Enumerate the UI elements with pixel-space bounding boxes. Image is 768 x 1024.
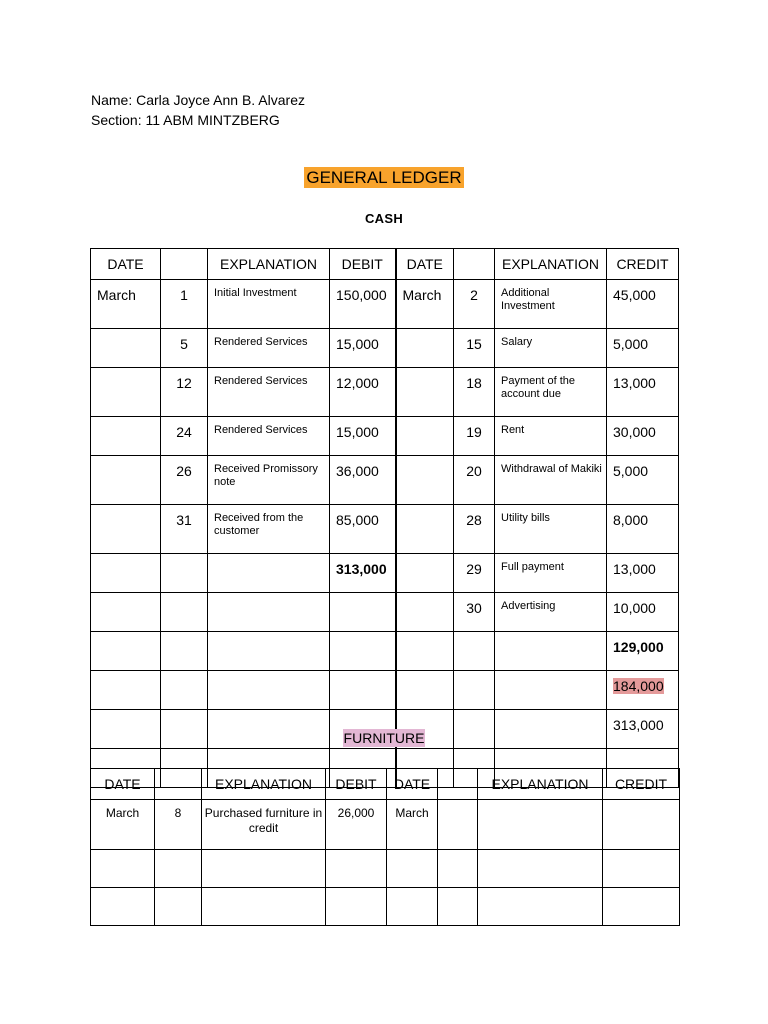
cash-cell-date-credit: [396, 671, 454, 710]
cash-cell-day-debit: 5: [161, 329, 208, 368]
cash-cell-amount-debit: [330, 593, 396, 632]
cash-cell-amount-debit: 12,000: [330, 368, 396, 417]
cash-cell-day-credit: 20: [454, 456, 495, 505]
cash-cell-amount-credit: 313,000: [607, 710, 679, 749]
cash-cell-day-debit: [161, 671, 208, 710]
furniture-cell-date-credit: March: [387, 800, 438, 850]
furniture-cell-amount-debit: [326, 850, 387, 888]
furniture-title-wrapper: [0, 730, 768, 748]
cash-cell-explanation-credit: Salary: [495, 329, 607, 368]
cash-cell-explanation-debit: Received from the customer: [208, 505, 330, 554]
furniture-header-amount-credit: CREDIT: [603, 769, 680, 800]
cash-cell-explanation-credit: Withdrawal of Makiki: [495, 456, 607, 505]
furniture-header-amount-debit: DEBIT: [326, 769, 387, 800]
cash-cell-amount-credit: 45,000: [607, 280, 679, 329]
total-amount: 129,000: [613, 639, 664, 655]
cash-cell-explanation-debit: Received Promissory note: [208, 456, 330, 505]
cash-cell-date-debit: [91, 417, 161, 456]
cash-cell-explanation-credit: [495, 671, 607, 710]
cash-cell-date-credit: [396, 554, 454, 593]
table-row: [91, 671, 679, 710]
cash-cell-day-credit: 18: [454, 368, 495, 417]
cash-cell-explanation-debit: Rendered Services: [208, 417, 330, 456]
cash-cell-date-credit: [396, 632, 454, 671]
cash-cell-explanation-debit: [208, 671, 330, 710]
cash-cell-date-debit: [91, 671, 161, 710]
total-amount: 313,000: [336, 561, 387, 577]
cash-cell-explanation-debit: [208, 632, 330, 671]
cash-cell-amount-credit: 10,000: [607, 593, 679, 632]
cash-cell-explanation-debit: [208, 593, 330, 632]
cash-header-explanation-debit: EXPLANATION: [208, 249, 330, 280]
cash-cell-date-credit: [396, 593, 454, 632]
cash-cell-date-debit: [91, 632, 161, 671]
cash-cell-amount-debit: 15,000: [330, 417, 396, 456]
cash-cell-amount-debit: 15,000: [330, 329, 396, 368]
cash-cell-amount-debit: 36,000: [330, 456, 396, 505]
cash-ledger-table: [90, 248, 679, 788]
cash-cell-date-credit: March: [396, 280, 454, 329]
furniture-ledger-table: [90, 768, 680, 926]
furniture-cell-amount-debit: [326, 888, 387, 926]
cash-cell-day-credit: [454, 632, 495, 671]
cash-cell-explanation-debit: Initial Investment: [208, 280, 330, 329]
cash-cell-date-debit: [91, 368, 161, 417]
cash-cell-explanation-credit: Utility bills: [495, 505, 607, 554]
cash-cell-explanation-credit: Rent: [495, 417, 607, 456]
cash-cell-amount-credit: [607, 632, 679, 671]
furniture-cell-day-debit: [155, 850, 202, 888]
furniture-cell-amount-credit: [603, 800, 680, 850]
furniture-header-explanation-credit: EXPLANATION: [478, 769, 603, 800]
cash-header-day-credit: [454, 249, 495, 280]
cash-cell-day-debit: 1: [161, 280, 208, 329]
balance-amount: 184,000: [613, 678, 664, 694]
cash-cell-amount-credit: 13,000: [607, 554, 679, 593]
cash-cell-day-debit: 24: [161, 417, 208, 456]
cash-cell-day-credit: 30: [454, 593, 495, 632]
cash-cell-amount-debit: [330, 554, 396, 593]
furniture-header-row: [91, 769, 680, 800]
cash-cell-day-credit: 2: [454, 280, 495, 329]
furniture-cell-day-credit: [438, 888, 478, 926]
furniture-cell-amount-credit: [603, 888, 680, 926]
cash-header-date-debit: DATE: [91, 249, 161, 280]
furniture-account-title: FURNITURE: [343, 730, 425, 746]
furniture-header-day-debit: [155, 769, 202, 800]
cash-cell-date-debit: [91, 456, 161, 505]
cash-cell-day-debit: 12: [161, 368, 208, 417]
cash-cell-day-debit: 31: [161, 505, 208, 554]
furniture-header-date-debit: DATE: [91, 769, 155, 800]
cash-cell-date-debit: [91, 593, 161, 632]
furniture-cell-explanation-credit: [478, 850, 603, 888]
furniture-cell-date-debit: [91, 888, 155, 926]
cash-cell-amount-debit: 85,000: [330, 505, 396, 554]
cash-cell-amount-credit: 30,000: [607, 417, 679, 456]
student-section: Section: 11 ABM MINTZBERG: [91, 112, 280, 128]
cash-cell-explanation-credit: Advertising: [495, 593, 607, 632]
cash-cell-amount-debit: [330, 671, 396, 710]
cash-header-day-debit: [161, 249, 208, 280]
furniture-cell-explanation-debit: [202, 888, 326, 926]
cash-cell-explanation-credit: Additional Investment: [495, 280, 607, 329]
cash-header-amount-credit: CREDIT: [607, 249, 679, 280]
cash-cell-date-credit: [396, 456, 454, 505]
furniture-cell-day-credit: [438, 850, 478, 888]
furniture-cell-date-credit: [387, 850, 438, 888]
cash-cell-date-debit: [91, 554, 161, 593]
cash-cell-amount-debit: 150,000: [330, 280, 396, 329]
cash-cell-explanation-credit: [495, 632, 607, 671]
furniture-header-day-credit: [438, 769, 478, 800]
furniture-header-explanation-debit: EXPLANATION: [202, 769, 326, 800]
cash-cell-day-debit: [161, 632, 208, 671]
cash-cell-day-debit: [161, 593, 208, 632]
cash-cell-date-debit: March: [91, 280, 161, 329]
cash-cell-day-credit: 19: [454, 417, 495, 456]
table-row: [91, 888, 680, 926]
cash-cell-amount-credit: 5,000: [607, 329, 679, 368]
title-wrapper: [0, 168, 768, 188]
cash-cell-amount-credit: 5,000: [607, 456, 679, 505]
furniture-cell-date-credit: [387, 888, 438, 926]
furniture-cell-explanation-credit: [478, 888, 603, 926]
table-row: [91, 632, 679, 671]
table-row: [91, 850, 680, 888]
furniture-cell-day-debit: [155, 888, 202, 926]
table-row: [91, 456, 679, 505]
cash-cell-explanation-credit: Full payment: [495, 554, 607, 593]
cash-account-title: CASH: [364, 211, 404, 226]
cash-cell-date-credit: [396, 368, 454, 417]
cash-cell-amount-credit: [607, 671, 679, 710]
student-name: Name: Carla Joyce Ann B. Alvarez: [91, 92, 305, 108]
cash-header-explanation-credit: EXPLANATION: [495, 249, 607, 280]
furniture-cell-day-credit: [438, 800, 478, 850]
cash-cell-date-debit: [91, 505, 161, 554]
cash-cell-day-credit: 28: [454, 505, 495, 554]
cash-cell-day-credit: 15: [454, 329, 495, 368]
furniture-cell-explanation-debit: [202, 850, 326, 888]
furniture-header-date-credit: DATE: [387, 769, 438, 800]
table-row: [91, 329, 679, 368]
table-row: [91, 593, 679, 632]
cash-cell-explanation-debit: Rendered Services: [208, 329, 330, 368]
cash-cell-date-debit: [91, 329, 161, 368]
furniture-cell-explanation-debit: Purchased furniture in credit: [202, 800, 326, 850]
furniture-cell-amount-debit: 26,000: [326, 800, 387, 850]
cash-cell-amount-debit: [330, 632, 396, 671]
cash-header-date-credit: DATE: [396, 249, 454, 280]
ledger-title: GENERAL LEDGER: [306, 168, 462, 187]
cash-cell-explanation-debit: [208, 554, 330, 593]
table-row: [91, 800, 680, 850]
furniture-cell-explanation-credit: [478, 800, 603, 850]
furniture-cell-date-debit: [91, 850, 155, 888]
table-row: [91, 368, 679, 417]
table-row: [91, 554, 679, 593]
table-row: [91, 280, 679, 329]
cash-cell-date-credit: [396, 329, 454, 368]
cash-cell-amount-credit: 13,000: [607, 368, 679, 417]
cash-cell-day-debit: [161, 554, 208, 593]
cash-cell-day-credit: 29: [454, 554, 495, 593]
cash-cell-date-credit: [396, 417, 454, 456]
cash-header-amount-debit: DEBIT: [330, 249, 396, 280]
cash-cell-day-debit: 26: [161, 456, 208, 505]
cash-cell-date-credit: [396, 505, 454, 554]
table-row: [91, 505, 679, 554]
cash-cell-explanation-credit: Payment of the account due: [495, 368, 607, 417]
cash-cell-day-credit: [454, 671, 495, 710]
furniture-cell-amount-credit: [603, 850, 680, 888]
cash-header-row: [91, 249, 679, 280]
cash-cell-amount-credit: 8,000: [607, 505, 679, 554]
cash-cell-explanation-debit: Rendered Services: [208, 368, 330, 417]
furniture-cell-date-debit: March: [91, 800, 155, 850]
table-row: [91, 417, 679, 456]
cash-title-wrapper: [0, 210, 768, 228]
furniture-cell-day-debit: 8: [155, 800, 202, 850]
